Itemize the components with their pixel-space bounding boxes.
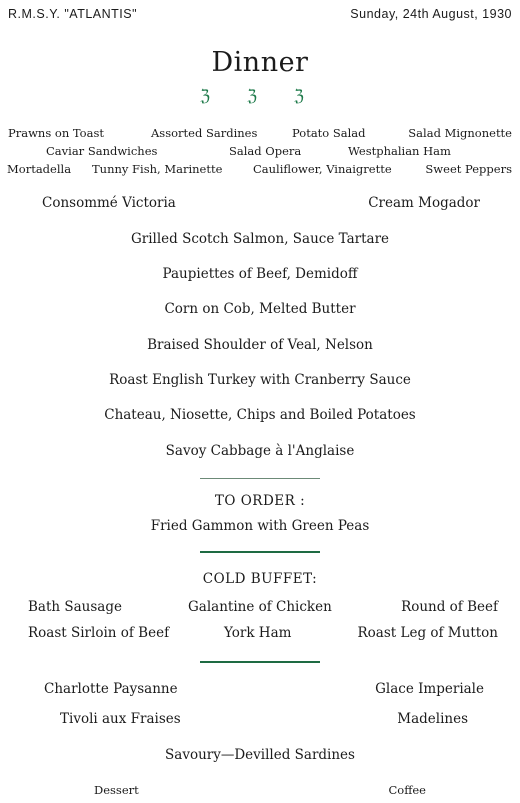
list-item: Sweet Peppers — [425, 162, 512, 176]
soup-item: Consommé Victoria — [42, 195, 176, 211]
savoury-item: Savoury—Devilled Sardines — [165, 747, 355, 763]
coffee-item: Coffee — [388, 783, 426, 797]
to-order-heading: TO ORDER : — [214, 493, 306, 509]
list-item: Cauliflower, Vinaigrette — [253, 162, 392, 176]
divider — [200, 478, 320, 479]
buffet-item: Galantine of Chicken — [188, 599, 332, 615]
cold-buffet-heading: COLD BUFFET: — [202, 571, 318, 587]
dessert-item: Madelines — [397, 711, 468, 727]
flourish-ornament-icon: ℨ ℨ ℨ — [200, 86, 320, 105]
list-item: Salad Mignonette — [408, 126, 512, 140]
list-item: Potato Salad — [292, 126, 366, 140]
course-item: Savoy Cabbage à l'Anglaise — [165, 443, 355, 459]
menu-date: Sunday, 24th August, 1930 — [350, 7, 512, 21]
dessert-item: Dessert — [94, 783, 139, 797]
ship-name: R.M.S.Y. "ATLANTIS" — [8, 7, 138, 21]
buffet-item: Bath Sausage — [28, 599, 122, 615]
course-item: Roast English Turkey with Cranberry Sauce — [109, 372, 411, 388]
course-item: Grilled Scotch Salmon, Sauce Tartare — [130, 231, 390, 247]
list-item: Westphalian Ham — [348, 144, 451, 158]
soup-item: Cream Mogador — [368, 195, 480, 211]
dessert-item: Tivoli aux Fraises — [60, 711, 181, 727]
divider — [200, 661, 320, 663]
dessert-item: Charlotte Paysanne — [44, 681, 178, 697]
list-item: Salad Opera — [229, 144, 302, 158]
course-item: Corn on Cob, Melted Butter — [164, 301, 356, 317]
page-title: Dinner — [211, 47, 309, 78]
course-item: Paupiettes of Beef, Demidoff — [162, 266, 358, 282]
course-item: Braised Shoulder of Veal, Nelson — [147, 337, 373, 353]
divider — [200, 551, 320, 553]
buffet-item: Roast Leg of Mutton — [357, 625, 498, 641]
buffet-item: Round of Beef — [401, 599, 498, 615]
buffet-item: Roast Sirloin of Beef — [28, 625, 170, 641]
list-item: Prawns on Toast — [8, 126, 104, 140]
list-item: Assorted Sardines — [151, 126, 258, 140]
course-item: Chateau, Niosette, Chips and Boiled Potatoes — [104, 407, 416, 423]
list-item: Tunny Fish, Marinette — [92, 162, 223, 176]
list-item: Caviar Sandwiches — [46, 144, 158, 158]
list-item: Mortadella — [7, 162, 72, 176]
buffet-item: York Ham — [224, 625, 292, 641]
dessert-item: Glace Imperiale — [375, 681, 484, 697]
to-order-item: Fried Gammon with Green Peas — [150, 518, 370, 534]
